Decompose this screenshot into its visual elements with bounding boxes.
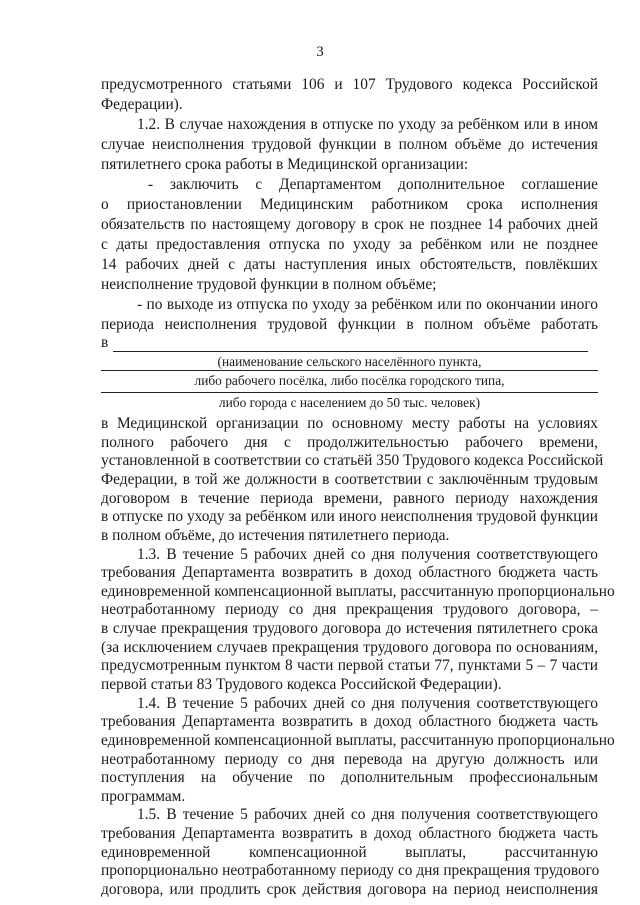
text-line: единовременной компенсационной выплаты, рассчитанную пропорционально (101, 582, 615, 600)
text-line: с даты предоставления отпуска по уходу за ребёнком или не позднее (101, 236, 598, 253)
text-line: неотработанному периоду со дня перевода на другую должность или (101, 750, 598, 768)
text-line: неотработанному периоду со дня прекращения трудового договора, – (101, 601, 598, 619)
text-line: предусмотренным пунктом 8 части первой статьи 77, пунктами 5 – 7 части (101, 657, 598, 675)
text-line: требования Департамента возвратить в доход областного бюджета часть (101, 564, 598, 582)
text-line: 14 рабочих дней с даты наступления иных обстоятельств, повлёкших (101, 256, 598, 273)
text-line: установленной в соответствии со статьёй 350 Трудового кодекса Российской (101, 452, 604, 470)
text-line: первой статьи 83 Трудового кодекса Российской Федерации). (101, 676, 502, 693)
text-line: в случае прекращения трудового договора до истечения пятилетнего срока (101, 620, 598, 637)
text-line: 1.5. В течение 5 рабочих дней со дня получения соответствующего (137, 806, 598, 824)
text-line: полного рабочего дня с продолжительностью рабочего времени, (101, 433, 598, 451)
text-line: требования Департамента возвратить в доход областного бюджета часть (101, 713, 598, 731)
text-line: пропорционально неотработанному периоду со дня прекращения трудового (101, 862, 600, 880)
text-line: (за исключением случаев прекращения трудового договора по основаниям, (101, 638, 598, 656)
text-line: периода неисполнения трудовой функции в полном объёме работать (101, 316, 598, 333)
text-line: 1.2. В случае нахождения в отпуске по уходу за ребёнком или в ином (137, 116, 598, 133)
text-line: неисполнение трудовой функции в полном объёме; (101, 276, 437, 293)
text-line: единовременной компенсационной выплаты, рассчитанную (101, 843, 598, 861)
text-line: в отпуске по уходу за ребёнком или иного неисполнения трудовой функции (101, 508, 598, 526)
text-line: в (101, 334, 109, 351)
page-number: 3 (316, 44, 324, 60)
text-line: требования Департамента возвратить в доход областного бюджета часть (101, 825, 598, 843)
text-line: 1.3. В течение 5 рабочих дней со дня получения соответствующего (137, 545, 598, 563)
field-caption: (наименование сельского населённого пункта, (217, 354, 482, 369)
text-line: договора, или продлить срок действия договора на период неисполнения (101, 881, 598, 898)
text-line: случае неисполнения трудовой функции в полном объёме до истечения (101, 136, 598, 153)
text-line: - по выходе из отпуска по уходу за ребёнком или по окончании иного (137, 296, 598, 313)
text-line: - заключить с Департаментом дополнительное соглашение (148, 176, 598, 193)
text-line: программам. (101, 787, 186, 805)
text-line: единовременной компенсационной выплаты, рассчитанную пропорционально (101, 731, 615, 749)
text-line: договором в течение периода времени, равного периоду нахождения (101, 489, 598, 507)
field-caption: либо города с населением до 50 тыс. человек) (218, 395, 481, 410)
field-caption: либо рабочего посёлка, либо посёлка городского типа, (194, 373, 505, 388)
text-line: поступления на обучение по дополнительным профессиональным (101, 769, 598, 787)
text-line: Федерации, в той же должности в соответствии с заключённым трудовым (101, 470, 598, 488)
text-line: обязательств по настоящему договору в срок не позднее 14 рабочих дней (101, 216, 598, 233)
text-line: пятилетнего срока работы в Медицинской организации: (101, 156, 469, 173)
text-line: в Медицинской организации по основному месту работы на условиях (101, 415, 598, 432)
text-line: Федерации). (101, 96, 183, 113)
text-line: в полном объёме, до истечения пятилетнего периода. (101, 526, 450, 544)
text-line: о приостановлении Медицинским работником срока исполнения (101, 196, 598, 213)
text-line: 1.4. В течение 5 рабочих дней со дня получения соответствующего (137, 694, 598, 712)
text-line: предусмотренного статьями 106 и 107 Трудового кодекса Российской (101, 76, 598, 93)
